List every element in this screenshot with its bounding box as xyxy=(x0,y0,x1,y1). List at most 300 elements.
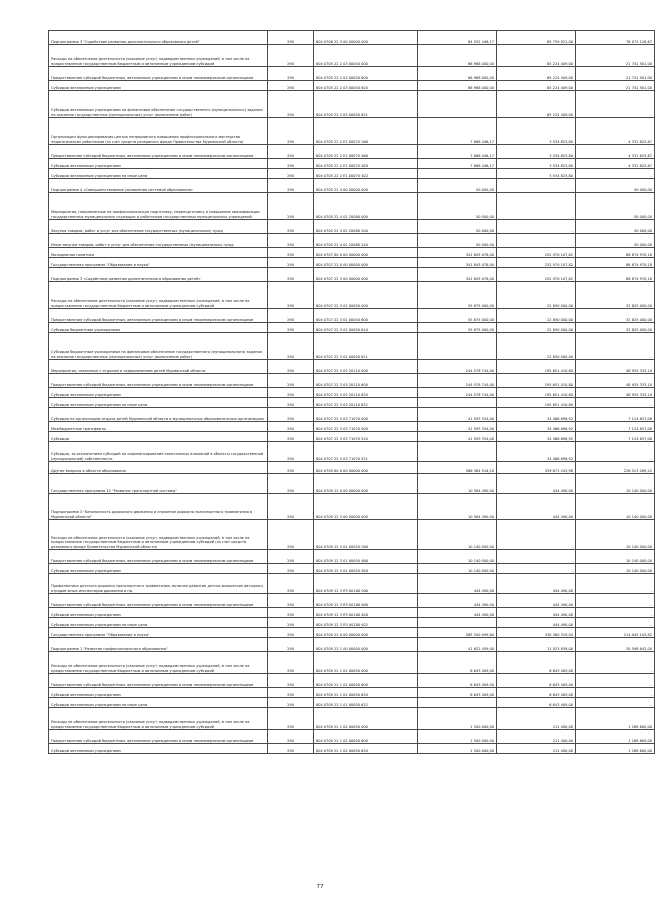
row-amount-approved: 10 140 000,00 xyxy=(418,550,497,564)
row-amount-executed: 3 534 823,80 xyxy=(497,145,576,159)
row-classification-code: 804 0709 12 0 00 00000 000 xyxy=(314,474,418,494)
row-description: Закупка товаров, работ и услуг для обеспечения государственных (муниципальных) нужд xyxy=(49,220,268,234)
table-row xyxy=(49,323,655,333)
row-amount-approved: 444 490,00 xyxy=(418,608,497,618)
row-admin-code: 290 xyxy=(268,45,314,67)
row-amount-remaining: - xyxy=(576,618,655,628)
table-row xyxy=(49,374,655,388)
row-amount-executed: 444 490,00 xyxy=(497,608,576,618)
row-classification-code: 804 0705 22 2 E1 0007U 000 xyxy=(314,118,418,145)
row-amount-executed: 22 650 000,00 xyxy=(497,282,576,309)
row-admin-code: 290 xyxy=(268,67,314,81)
table-row xyxy=(49,333,655,360)
row-amount-executed: 252 970 107,82 xyxy=(497,248,576,258)
row-classification-code: 804 0709 22 1 02 00050 000 xyxy=(314,708,418,730)
row-description: Субсидии автономным учреждениям на финансовое обеспечение государственного (муниципального) задания на оказание государственных (муниципальных) услуг (выполнение работ) xyxy=(49,91,268,118)
row-amount-executed: 444 490,00 xyxy=(497,494,576,520)
row-amount-executed: 3 534 823,80 xyxy=(497,159,576,169)
row-admin-code: 290 xyxy=(268,564,314,574)
row-classification-code: 804 0707 22 3 01 00050 000 xyxy=(314,282,418,309)
row-description: Субсидии автономным учреждениям на иные цели xyxy=(49,698,268,708)
row-amount-executed: 339 871 243,98 xyxy=(497,462,576,474)
row-classification-code: 804 0707 22 3 00 00000 000 xyxy=(314,268,418,282)
row-amount-approved: 244 578 744,00 xyxy=(418,388,497,398)
row-amount-executed: 11 023 839,00 xyxy=(497,638,576,652)
row-description: Субсидии автономным учреждениям xyxy=(49,744,268,754)
table-row xyxy=(49,744,655,754)
row-description: Предоставление субсидий бюджетным, автономным учреждениям и иным некоммерческим организациям xyxy=(49,594,268,608)
row-amount-executed: 211 400,00 xyxy=(497,730,576,744)
row-amount-executed: 3 534 823,80 xyxy=(497,169,576,179)
row-amount-executed: 34 466 696,92 xyxy=(497,408,576,422)
row-admin-code: 290 xyxy=(268,628,314,638)
row-classification-code: 804 0709 12 3 R3 00180 000 xyxy=(314,574,418,594)
row-amount-executed: 22 650 000,00 xyxy=(497,323,576,333)
row-amount-approved: 10 584 490,00 xyxy=(418,494,497,520)
row-amount-remaining: 76 073 126,67 xyxy=(576,31,655,45)
row-admin-code: 290 xyxy=(268,31,314,45)
row-description: Государственная программа 12 "Развитие транспортной системы" xyxy=(49,474,268,494)
row-amount-approved: 7 668 446,17 xyxy=(418,118,497,145)
row-admin-code: 290 xyxy=(268,323,314,333)
row-amount-remaining: 10 140 000,00 xyxy=(576,550,655,564)
row-amount-approved: 55 675 000,00 xyxy=(418,282,497,309)
row-amount-remaining: - xyxy=(576,688,655,698)
row-description: Молодежная политика xyxy=(49,248,268,258)
row-amount-remaining: 30 598 642,00 xyxy=(576,638,655,652)
row-classification-code: 804 0705 22 4 00 00000 000 xyxy=(314,179,418,193)
row-admin-code: 290 xyxy=(268,574,314,594)
row-classification-code: 804 0705 22 4 02 20080 240 xyxy=(314,234,418,248)
row-amount-executed: 22 650 000,00 xyxy=(497,309,576,323)
table-row xyxy=(49,564,655,574)
table-row xyxy=(49,81,655,91)
row-description: Расходы на обеспечение деятельности (оказание услуг) подведомственных учреждений, в том числе на предоставление государственным бюджетным и автономным учреждениям субсидий (за счет средств резервного фонда Правительства Мурманской области) xyxy=(49,520,268,550)
table-row xyxy=(49,574,655,594)
row-amount-executed: 6 643 409,00 xyxy=(497,698,576,708)
row-admin-code: 290 xyxy=(268,193,314,220)
table-row xyxy=(49,388,655,398)
row-amount-remaining: 10 140 000,00 xyxy=(576,494,655,520)
row-amount-approved: 244 578 744,00 xyxy=(418,374,497,388)
table-row xyxy=(49,628,655,638)
row-amount-remaining: 48 925 333,10 xyxy=(576,360,655,374)
row-amount-approved: 10 584 490,00 xyxy=(418,474,497,494)
row-admin-code: 290 xyxy=(268,282,314,309)
row-amount-approved xyxy=(418,442,497,462)
row-classification-code: 804 0709 12 3 R3 00180 622 xyxy=(314,618,418,628)
row-classification-code: 804 0707 22 0 00 00000 000 xyxy=(314,258,418,268)
row-description: Субсидии автономным учреждениям xyxy=(49,388,268,398)
row-admin-code: 290 xyxy=(268,474,314,494)
row-amount-executed: 252 970 107,82 xyxy=(497,268,576,282)
row-description: Предоставление субсидий бюджетным, автономным учреждениям и иным некоммерческим организациям xyxy=(49,67,268,81)
row-amount-approved: 66 968 000,00 xyxy=(418,67,497,81)
row-amount-executed: - xyxy=(497,234,576,248)
row-amount-approved: 6 643 409,00 xyxy=(418,674,497,688)
table-row xyxy=(49,652,655,674)
row-classification-code: 804 0709 22 1 01 00050 620 xyxy=(314,688,418,698)
row-admin-code: 290 xyxy=(268,550,314,564)
table-row xyxy=(49,408,655,422)
row-amount-remaining: 10 140 000,00 xyxy=(576,564,655,574)
row-amount-approved: 565 340 099,60 xyxy=(418,628,497,638)
row-description: Предоставление субсидий бюджетным, автономным учреждениям и иным некоммерческим организациям xyxy=(49,145,268,159)
row-admin-code: 290 xyxy=(268,145,314,159)
row-amount-remaining: 7 124 637,08 xyxy=(576,422,655,432)
table-row xyxy=(49,638,655,652)
row-amount-executed: 444 490,00 xyxy=(497,474,576,494)
budget-page xyxy=(48,30,652,754)
row-amount-executed: 6 643 409,00 xyxy=(497,652,576,674)
row-classification-code: 804 0707 22 3 03 71070 521 xyxy=(314,442,418,462)
table-row xyxy=(49,398,655,408)
row-classification-code: 804 0709 22 1 02 00050 600 xyxy=(314,730,418,744)
row-amount-remaining: 50 000,00 xyxy=(576,193,655,220)
row-classification-code: 804 0709 12 3 01 0005U 600 xyxy=(314,550,418,564)
row-amount-approved: 50 000,00 xyxy=(418,220,497,234)
table-row xyxy=(49,145,655,159)
row-admin-code: 290 xyxy=(268,674,314,688)
row-amount-approved: 444 490,00 xyxy=(418,594,497,608)
row-description: Расходы на обеспечение деятельности (оказание услуг) подведомственных учреждений, в том числе на предоставление государственным бюджетным и автономным учреждениям субсидий xyxy=(49,45,268,67)
row-classification-code: 804 0709 12 3 01 0005U 620 xyxy=(314,564,418,574)
row-amount-remaining: 10 140 000,00 xyxy=(576,474,655,494)
table-row xyxy=(49,31,655,45)
row-classification-code: 804 0707 22 3 01 00050 610 xyxy=(314,323,418,333)
row-classification-code: 804 0705 22 2 E1 0007U 622 xyxy=(314,169,418,179)
row-admin-code: 290 xyxy=(268,698,314,708)
row-description: Мероприятия, направленные на профессиональную подготовку, переподготовку и повышение квалификации государственных муниципальных служащих и работников государственных муниципальных учреждений xyxy=(49,193,268,220)
row-admin-code: 290 xyxy=(268,744,314,754)
row-amount-executed: 195 651 410,80 xyxy=(497,388,576,398)
row-amount-executed: 34 466 696,92 xyxy=(497,442,576,462)
table-row xyxy=(49,618,655,628)
page-number: 77 xyxy=(316,884,324,890)
row-amount-approved xyxy=(418,618,497,628)
row-classification-code: 804 0709 22 1 01 00050 600 xyxy=(314,674,418,688)
table-row xyxy=(49,360,655,374)
row-amount-remaining: - xyxy=(576,698,655,708)
row-amount-executed: 444 490,00 xyxy=(497,594,576,608)
row-amount-remaining: 21 741 501,00 xyxy=(576,45,655,67)
row-classification-code: 804 0707 22 3 03 20110 620 xyxy=(314,388,418,398)
row-admin-code: 290 xyxy=(268,442,314,462)
row-description: Субсидии автономным учреждениям на иные цели xyxy=(49,618,268,628)
row-amount-remaining: - xyxy=(576,169,655,179)
row-classification-code: 804 0705 22 2 03 00050 621 xyxy=(314,91,418,118)
row-amount-approved xyxy=(418,91,497,118)
row-description: Организация функционирования центра непрерывного повышения профессионального мастерства педагогических работников (за счет средств резервного фонда Правительства Мурманской области) xyxy=(49,118,268,145)
row-description: Расходы на обеспечение деятельности (оказание услуг) подведомственных учреждений, в том числе на предоставление государственным бюджетным и автономным учреждениям субсидий xyxy=(49,282,268,309)
row-classification-code: 804 0707 22 3 03 20110 000 xyxy=(314,360,418,374)
row-admin-code: 290 xyxy=(268,594,314,608)
row-amount-remaining: 50 000,00 xyxy=(576,220,655,234)
row-amount-remaining: - xyxy=(576,608,655,618)
row-amount-remaining: - xyxy=(576,91,655,118)
row-amount-executed: - xyxy=(497,193,576,220)
row-amount-executed: 444 490,00 xyxy=(497,574,576,594)
table-row xyxy=(49,462,655,474)
row-amount-approved xyxy=(418,333,497,360)
row-classification-code: 804 0709 22 1 01 00050 622 xyxy=(314,698,418,708)
row-amount-approved: 341 845 078,00 xyxy=(418,248,497,258)
row-admin-code: 290 xyxy=(268,118,314,145)
row-admin-code: 290 xyxy=(268,652,314,674)
row-amount-approved xyxy=(418,698,497,708)
row-description: Государственная программа "Образование и наука" xyxy=(49,258,268,268)
row-classification-code: 804 0709 22 1 02 00050 620 xyxy=(314,744,418,754)
table-row xyxy=(49,309,655,323)
table-row xyxy=(49,730,655,744)
table-row xyxy=(49,520,655,550)
row-description: Субсидии автономным учреждениям xyxy=(49,159,268,169)
row-description: Предоставление субсидий бюджетным, автономным учреждениям и иным некоммерческим организациям xyxy=(49,309,268,323)
budget-table-body xyxy=(49,31,655,754)
row-classification-code: 804 0709 22 1 01 00050 000 xyxy=(314,652,418,674)
row-amount-approved: 64 932 446,17 xyxy=(418,31,497,45)
row-amount-executed: 252 970 107,82 xyxy=(497,258,576,268)
row-amount-remaining: 48 925 333,10 xyxy=(576,388,655,398)
table-row xyxy=(49,594,655,608)
row-amount-remaining: - xyxy=(576,333,655,360)
table-row xyxy=(49,608,655,618)
row-admin-code: 290 xyxy=(268,159,314,169)
row-amount-remaining: 88 874 970,18 xyxy=(576,248,655,258)
row-amount-approved: 1 500 000,00 xyxy=(418,708,497,730)
row-description: Субсидии, за исключением субсидий на софинансирование капитальных вложений в объекты государственной (муниципальной) собственности xyxy=(49,442,268,462)
row-admin-code: 290 xyxy=(268,638,314,652)
row-amount-remaining: 32 825 000,00 xyxy=(576,282,655,309)
row-description: Субсидии автономным учреждениям xyxy=(49,688,268,698)
row-admin-code: 290 xyxy=(268,91,314,118)
row-admin-code: 290 xyxy=(268,374,314,388)
row-description: Подпрограмма 4 «Совершенствование управления системой образования» xyxy=(49,179,268,193)
row-description: Другие вопросы в области образования xyxy=(49,462,268,474)
row-amount-remaining: 10 140 000,00 xyxy=(576,520,655,550)
row-amount-remaining: 32 825 000,00 xyxy=(576,323,655,333)
row-admin-code: 290 xyxy=(268,220,314,234)
row-description: Субсидии автономным учреждениям на иные цели xyxy=(49,398,268,408)
row-amount-executed: - xyxy=(497,220,576,234)
row-amount-remaining: 4 331 625,67 xyxy=(576,145,655,159)
row-amount-remaining: 48 925 333,10 xyxy=(576,374,655,388)
row-description: Предоставление субсидий бюджетным, автономным учреждениям и иным некоммерческим организациям xyxy=(49,550,268,564)
row-amount-remaining: 21 741 501,00 xyxy=(576,81,655,91)
row-amount-approved: 50 000,00 xyxy=(418,193,497,220)
row-admin-code: 290 xyxy=(268,169,314,179)
table-row xyxy=(49,708,655,730)
table-row xyxy=(49,45,655,67)
table-row xyxy=(49,234,655,248)
row-amount-remaining: 50 000,00 xyxy=(576,179,655,193)
row-admin-code: 290 xyxy=(268,408,314,422)
row-amount-executed: 34 466 696,92 xyxy=(497,432,576,442)
row-admin-code: 290 xyxy=(268,494,314,520)
row-description: Субсидии бюджетным учреждениям на финансовое обеспечение государственного (муниципального) задания на оказание государственных (муниципальных) услуг (выполнение работ) xyxy=(49,333,268,360)
row-amount-remaining: - xyxy=(576,652,655,674)
row-amount-executed: 65 224 409,00 xyxy=(497,45,576,67)
table-row xyxy=(49,550,655,564)
row-classification-code: 804 0709 12 3 R3 00180 600 xyxy=(314,594,418,608)
row-description: Субсидии xyxy=(49,432,268,442)
row-classification-code: 804 0707 22 3 03 71070 000 xyxy=(314,408,418,422)
row-description: Подпрограмма 3 «Содействие развитию дополнительного образования детей» xyxy=(49,268,268,282)
row-description: Субсидии бюджетным учреждениям xyxy=(49,323,268,333)
row-amount-remaining: 4 331 625,67 xyxy=(576,159,655,169)
table-row xyxy=(49,91,655,118)
row-classification-code: 804 0709 22 0 00 00000 000 xyxy=(314,628,418,638)
table-row xyxy=(49,258,655,268)
row-amount-approved: 41 622 459,00 xyxy=(418,638,497,652)
table-row xyxy=(49,169,655,179)
table-row xyxy=(49,422,655,432)
row-admin-code: 290 xyxy=(268,688,314,698)
row-classification-code: 804 0707 22 3 03 20110 622 xyxy=(314,398,418,408)
row-amount-remaining: 7 124 637,08 xyxy=(576,408,655,422)
table-row xyxy=(49,118,655,145)
row-classification-code: 804 0706 22 3 00 00000 000 xyxy=(314,31,418,45)
row-amount-remaining: - xyxy=(576,574,655,594)
row-amount-remaining: 88 874 970,18 xyxy=(576,258,655,268)
table-row xyxy=(49,432,655,442)
row-description: Профилактика детского дорожно-транспортного травматизма, включая развитие детско-юношеских автошкол, отрядов юных инспекторов движения и пр. xyxy=(49,574,268,594)
row-description: Расходы на обеспечение деятельности (оказание услуг) подведомственных учреждений, в том числе на предоставление государственным бюджетным и автономным учреждениям субсидий xyxy=(49,652,268,674)
row-admin-code: 290 xyxy=(268,309,314,323)
row-amount-approved: 50 000,00 xyxy=(418,179,497,193)
row-admin-code: 290 xyxy=(268,388,314,398)
row-amount-approved: 66 968 000,00 xyxy=(418,45,497,67)
row-amount-approved: 341 845 078,00 xyxy=(418,258,497,268)
table-row xyxy=(49,220,655,234)
row-amount-remaining: 4 331 625,67 xyxy=(576,118,655,145)
row-description: Предоставление субсидий бюджетным, автономным учреждениям и иным некоммерческим организациям xyxy=(49,730,268,744)
row-admin-code: 290 xyxy=(268,730,314,744)
row-amount-approved: 7 668 446,17 xyxy=(418,159,497,169)
row-amount-approved: 10 140 000,00 xyxy=(418,564,497,574)
row-admin-code: 290 xyxy=(268,618,314,628)
row-amount-approved: 7 668 446,17 xyxy=(418,145,497,159)
row-amount-remaining: - xyxy=(576,442,655,462)
row-amount-approved xyxy=(418,398,497,408)
row-amount-executed: 65 224 409,00 xyxy=(497,91,576,118)
row-classification-code: 804 0707 22 3 01 00050 600 xyxy=(314,309,418,323)
row-admin-code: 290 xyxy=(268,179,314,193)
row-amount-executed: 195 651 410,80 xyxy=(497,360,576,374)
row-admin-code: 290 xyxy=(268,708,314,730)
row-classification-code: 804 0709 12 3 01 0005U 000 xyxy=(314,520,418,550)
row-amount-executed: 330 380 319,04 xyxy=(497,628,576,638)
row-classification-code: 804 0707 22 3 03 71070 520 xyxy=(314,432,418,442)
row-classification-code: 804 0707 00 0 00 00000 000 xyxy=(314,248,418,258)
row-amount-remaining: - xyxy=(576,398,655,408)
row-admin-code: 290 xyxy=(268,520,314,550)
row-amount-remaining: 32 825 000,00 xyxy=(576,309,655,323)
row-amount-approved: 41 593 334,00 xyxy=(418,422,497,432)
row-amount-executed: 65 759 921,00 xyxy=(497,31,576,45)
row-amount-executed: 6 643 409,00 xyxy=(497,674,576,688)
row-classification-code: 804 0705 22 2 03 00050 620 xyxy=(314,81,418,91)
row-description: Расходы на обеспечение деятельности (оказание услуг) подведомственных учреждений, в том числе на предоставление государственным бюджетным и автономным учреждениям субсидий xyxy=(49,708,268,730)
row-classification-code: 804 0705 22 2 E1 0007U 620 xyxy=(314,159,418,169)
row-amount-remaining: 226 513 289,22 xyxy=(576,462,655,474)
table-row xyxy=(49,442,655,462)
row-description: Субсидии автономным учреждениям на иные цели xyxy=(49,169,268,179)
row-admin-code: 290 xyxy=(268,258,314,268)
row-description: Предоставление субсидий бюджетным, автономным учреждениям и иным некоммерческим организациям xyxy=(49,374,268,388)
row-description: Мероприятия, связанные с отдыхом и оздоровлением детей Мурманской области xyxy=(49,360,268,374)
row-amount-executed: 3 534 823,80 xyxy=(497,118,576,145)
row-admin-code: 290 xyxy=(268,268,314,282)
row-admin-code: 290 xyxy=(268,248,314,258)
row-classification-code: 804 0705 22 4 02 20080 200 xyxy=(314,220,418,234)
row-classification-code: 804 0709 12 3 R3 00180 620 xyxy=(314,608,418,618)
table-row xyxy=(49,248,655,258)
row-amount-remaining: - xyxy=(576,594,655,608)
row-description: Иные закупки товаров, работ и услуг для обеспечения государственных (муниципальных) нужд xyxy=(49,234,268,248)
row-amount-remaining: 1 288 600,00 xyxy=(576,708,655,730)
row-amount-remaining: 50 000,00 xyxy=(576,234,655,248)
row-amount-executed: 65 224 409,00 xyxy=(497,67,576,81)
table-row xyxy=(49,179,655,193)
row-amount-executed: 444 490,00 xyxy=(497,618,576,628)
row-amount-approved: 41 593 334,00 xyxy=(418,408,497,422)
row-classification-code: 804 0707 22 3 03 71070 500 xyxy=(314,422,418,432)
row-amount-executed: 211 400,00 xyxy=(497,708,576,730)
row-admin-code: 290 xyxy=(268,432,314,442)
row-amount-executed: 34 466 696,92 xyxy=(497,422,576,432)
table-row xyxy=(49,193,655,220)
row-description: Субсидии автономным учреждениям xyxy=(49,81,268,91)
budget-table xyxy=(48,30,655,754)
row-amount-remaining: 1 288 600,00 xyxy=(576,744,655,754)
row-amount-approved: 41 593 334,00 xyxy=(418,432,497,442)
table-row xyxy=(49,674,655,688)
row-admin-code: 290 xyxy=(268,81,314,91)
row-amount-approved: 6 643 409,00 xyxy=(418,652,497,674)
table-row xyxy=(49,474,655,494)
table-row xyxy=(49,268,655,282)
row-amount-executed: 22 650 000,00 xyxy=(497,333,576,360)
row-amount-approved: 244 578 744,00 xyxy=(418,360,497,374)
row-admin-code: 290 xyxy=(268,360,314,374)
row-admin-code: 290 xyxy=(268,462,314,474)
row-amount-executed: 211 400,00 xyxy=(497,744,576,754)
row-amount-remaining: 1 288 600,00 xyxy=(576,730,655,744)
row-classification-code: 804 0705 22 2 03 00050 000 xyxy=(314,45,418,67)
row-amount-approved: 66 968 000,00 xyxy=(418,81,497,91)
row-amount-executed: - xyxy=(497,179,576,193)
row-description: Подпрограмма 3 "Безопасность дорожного движения и снижение дорожно-транспортного травматизма в Мурманской области" xyxy=(49,494,268,520)
row-amount-remaining: 7 124 637,08 xyxy=(576,432,655,442)
row-amount-approved: 50 000,00 xyxy=(418,234,497,248)
row-amount-remaining: - xyxy=(576,674,655,688)
row-classification-code: 804 0707 22 3 03 20110 600 xyxy=(314,374,418,388)
row-classification-code: 804 0705 22 2 E1 0007U 600 xyxy=(314,145,418,159)
row-classification-code: 804 0705 22 4 02 20080 000 xyxy=(314,193,418,220)
row-amount-remaining: 214 045 103,82 xyxy=(576,628,655,638)
row-amount-approved: 6 643 409,00 xyxy=(418,688,497,698)
row-classification-code: 804 0707 22 3 01 00050 611 xyxy=(314,333,418,360)
row-amount-remaining: 88 874 970,18 xyxy=(576,268,655,282)
row-description: Подпрограмма 1 "Развитие профессионального образования" xyxy=(49,638,268,652)
row-classification-code: 804 0709 22 1 00 00000 000 xyxy=(314,638,418,652)
row-amount-approved: 444 490,00 xyxy=(418,574,497,594)
row-amount-executed: - xyxy=(497,550,576,564)
row-classification-code: 804 0709 12 3 00 00000 000 xyxy=(314,494,418,520)
row-amount-approved: 55 675 000,00 xyxy=(418,309,497,323)
row-admin-code: 290 xyxy=(268,422,314,432)
